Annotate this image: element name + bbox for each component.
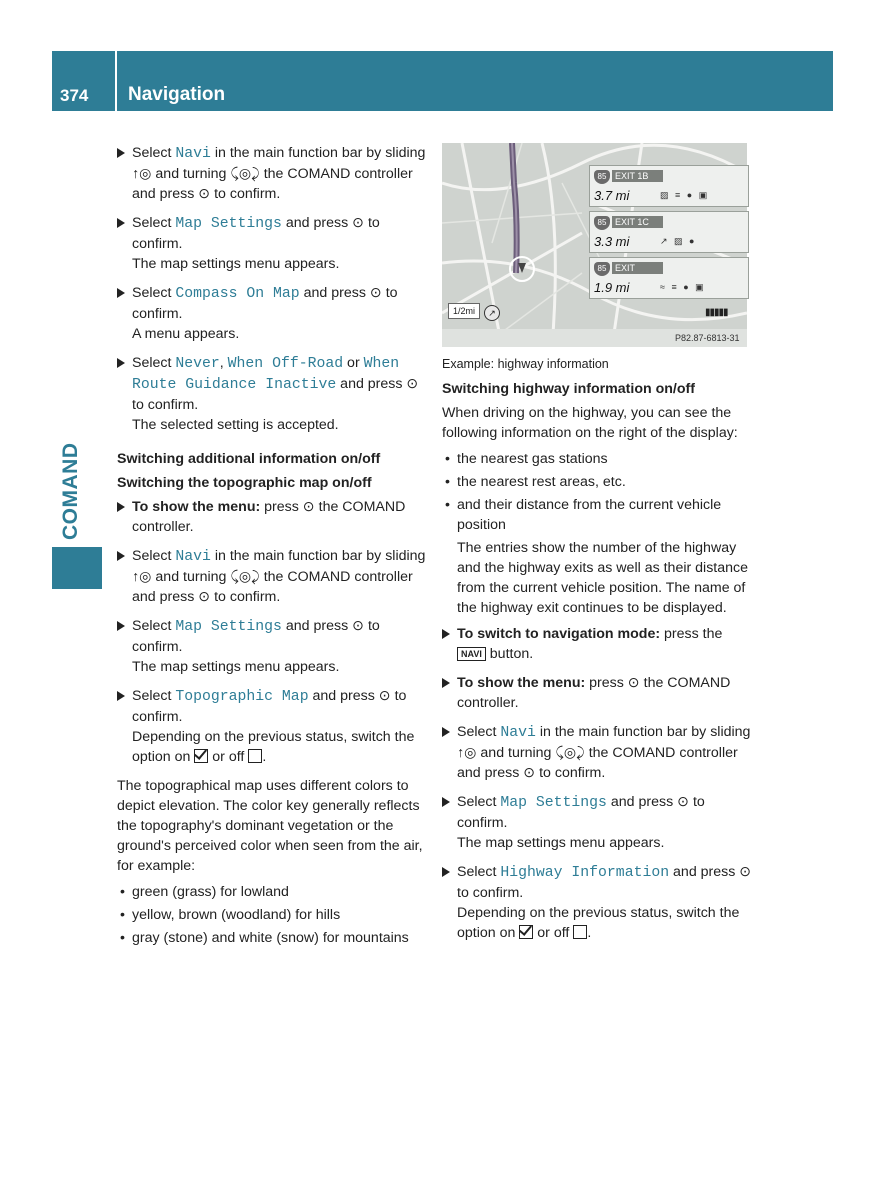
instruction-step: To show the menu: press ⊙ the COMAND controller. [442, 673, 752, 713]
instruction-step: Select Topographic Map and press ⊙ to confirm. Depending on the previous status, switch the option on or off . [117, 686, 427, 767]
instruction-step: Select Navi in the main function bar by sliding ↑◎ and turning ⤹◎⤸ the COMAND controller and press ⊙ to confirm. [117, 143, 427, 204]
instruction-step: Select Navi in the main function bar by sliding ↑◎ and turning ⤹◎⤸ the COMAND controller and press ⊙ to confirm. [117, 546, 427, 607]
step-result: The map settings menu appears. [132, 256, 340, 272]
right-column [442, 379, 752, 952]
instruction-step: Select Never, When Off-Road or When Route Guidance Inactive and press ⊙ to confirm. The selected setting is accepted. [117, 353, 427, 435]
highway-shield-icon: 85 [594, 170, 610, 184]
section-heading: Switching additional information on/off [117, 451, 381, 467]
exit-distance: 3.7 mi [594, 188, 630, 203]
instruction-step: Select Navi in the main function bar by sliding ↑◎ and turning ⤹◎⤸ the COMAND controller and press ⊙ to confirm. [442, 722, 752, 783]
step-arrow-icon [117, 502, 125, 512]
menu-item: Compass On Map [175, 286, 300, 302]
step-arrow-icon [442, 867, 450, 877]
step-arrow-icon [117, 358, 125, 368]
instruction-step: Select Map Settings and press ⊙ to confirm. The map settings menu appears. [117, 616, 427, 677]
header-divider [115, 51, 117, 111]
step-result: A menu appears. [132, 326, 240, 342]
exit-label: EXIT [612, 262, 663, 274]
paragraph: When driving on the highway, you can see the following information on the right of the display: [442, 405, 738, 441]
list-item: • the nearest gas stations [445, 451, 608, 467]
instruction-step: Select Highway Information and press ⊙ to confirm. Depending on the previous status, switch the option on or off . [442, 862, 752, 943]
facility-icons: ↗ ▨ ● [660, 236, 697, 246]
highway-shield-icon: 85 [594, 216, 610, 230]
list-item: • and their distance from the current vehicle position The entries show the number of the highway and the highway exits as well as their distance from the current vehicle position. The name of the highway exit continues to be displayed. [442, 495, 752, 618]
step-arrow-icon [117, 218, 125, 228]
instruction-step: Select Map Settings and press ⊙ to confirm. The map settings menu appears. [117, 213, 427, 274]
side-tab-label: COMAND [59, 442, 82, 540]
step-arrow-icon [117, 621, 125, 631]
image-reference: P82.87-6813-31 [675, 333, 740, 343]
checkbox-unchecked-icon [248, 749, 262, 763]
step-arrow-icon [117, 148, 125, 158]
step-arrow-icon [442, 797, 450, 807]
facility-icons: ▨ ≡ ● ▣ [660, 190, 710, 200]
step-arrow-icon [442, 629, 450, 639]
instruction-step: Select Map Settings and press ⊙ to confirm. The map settings menu appears. [442, 792, 752, 853]
side-tab-block [52, 547, 102, 589]
list-item: • the nearest rest areas, etc. [445, 474, 626, 490]
exit-panel [589, 165, 749, 207]
checkbox-checked-icon [194, 749, 208, 763]
exit-panel [589, 211, 749, 253]
instruction-step: To switch to navigation mode: press the NAVI button. [442, 624, 752, 664]
exit-label: EXIT 1B [612, 170, 663, 182]
bullet-note: The entries show the number of the highway and the highway exits as well as their distance from the current vehicle position. The name of the highway exit continues to be displayed. [457, 540, 749, 616]
step-arrow-icon [117, 691, 125, 701]
step-result: The selected setting is accepted. [132, 417, 339, 433]
map-scale: 1/2mi [448, 303, 480, 319]
navi-key-icon: NAVI [457, 647, 486, 661]
signal-strength-icon: ▮▮▮▮▮ [705, 307, 728, 318]
list-item: • gray (stone) and white (snow) for mountains [120, 930, 409, 946]
menu-item: Map Settings [175, 216, 282, 232]
exit-panel [589, 257, 749, 299]
exit-label: EXIT 1C [612, 216, 663, 228]
checkbox-unchecked-icon [573, 925, 587, 939]
compass-icon: ↗ [484, 305, 500, 321]
section-heading: Switching highway information on/off [442, 381, 695, 397]
step-arrow-icon [442, 678, 450, 688]
exit-distance: 1.9 mi [594, 280, 630, 295]
menu-item: Navi [175, 146, 211, 162]
section-title: Navigation [128, 84, 226, 105]
instruction-step: Select Compass On Map and press ⊙ to confirm. A menu appears. [117, 283, 427, 344]
step-arrow-icon [442, 727, 450, 737]
exit-distance: 3.3 mi [594, 234, 630, 249]
list-item: • green (grass) for lowland [120, 884, 289, 900]
highway-shield-icon: 85 [594, 262, 610, 276]
facility-icons: ≈ ≡ ● ▣ [660, 282, 706, 292]
figure-caption: Example: highway information [442, 357, 609, 371]
paragraph: The topographical map uses different colors to depict elevation. The color key generally reflects the topography's dominant vegetation or the ground's perceived color when seen from the air, for example: [117, 778, 423, 874]
step-arrow-icon [117, 288, 125, 298]
checkbox-checked-icon [519, 925, 533, 939]
left-column [117, 143, 427, 951]
step-arrow-icon [117, 551, 125, 561]
section-heading: Switching the topographic map on/off [117, 475, 372, 491]
instruction-step: To show the menu: press ⊙ the COMAND controller. [117, 497, 427, 537]
list-item: • yellow, brown (woodland) for hills [120, 907, 341, 923]
page-number: 374 [60, 86, 89, 105]
